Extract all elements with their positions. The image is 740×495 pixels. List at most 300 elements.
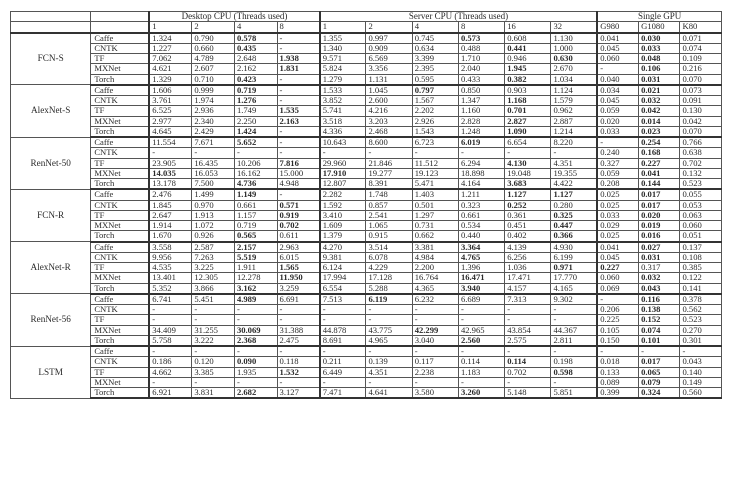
value-cell: 19.123 [412,168,458,178]
table-row [11,189,722,200]
table-row [11,294,722,305]
value-cell: 4.948 [277,179,320,190]
value-cell: - [458,305,504,315]
value-cell: - [192,148,235,158]
value-cell: 2.238 [412,367,458,377]
value-cell: - [551,346,597,357]
value-cell: 34.409 [149,325,192,335]
benchmark-table-container [10,11,722,399]
value-cell: 31.388 [277,325,320,335]
value-cell: 42.965 [458,325,504,335]
tool-name-cell: Caffe [91,33,149,44]
network-name-cell: RenNet-56 [11,294,91,346]
value-cell: - [320,148,366,158]
value-cell: - [234,346,277,357]
tool-name-cell: CNTK [91,200,149,210]
header-tool-cell [91,22,149,33]
value-cell: 9.381 [320,252,366,262]
table-row [11,210,722,220]
value-cell: 0.208 [597,179,638,190]
value-cell: 0.240 [597,148,638,158]
value-cell: 1.532 [277,367,320,377]
value-cell: 0.025 [597,189,638,200]
value-cell: 0.032 [639,96,680,106]
value-cell: - [458,148,504,158]
value-cell: - [505,346,551,357]
network-name-cell: RenNet-50 [11,137,91,189]
value-cell: 0.045 [597,96,638,106]
value-cell: 0.598 [551,367,597,377]
value-cell: 0.168 [639,148,680,158]
value-cell: 5.851 [551,388,597,399]
value-cell: 0.041 [597,242,638,253]
value-cell: 12.305 [192,273,235,283]
value-cell: 0.089 [597,377,638,387]
value-cell: 0.141 [680,283,722,294]
value-cell: 0.745 [412,33,458,44]
tool-name-cell: TF [91,315,149,325]
value-cell: 0.317 [639,263,680,273]
value-cell: 2.963 [277,242,320,253]
tool-name-cell: CNTK [91,305,149,315]
value-cell: 0.108 [680,252,722,262]
table-row [11,283,722,294]
value-cell: 0.045 [597,252,638,262]
value-cell: 1.160 [458,106,504,116]
value-cell: - [366,305,412,315]
value-cell: 0.074 [639,325,680,335]
value-cell: 0.120 [192,357,235,367]
value-cell: 1.183 [458,367,504,377]
value-cell: 8.600 [366,137,412,148]
value-cell: 1.424 [234,126,277,137]
value-cell: 0.020 [639,210,680,220]
value-cell: 0.053 [680,200,722,210]
value-cell: 0.366 [551,231,597,242]
value-cell: 7.313 [505,294,551,305]
value-cell: 11.950 [277,273,320,283]
value-cell: 44.878 [320,325,366,335]
value-cell: 0.041 [639,168,680,178]
value-cell: - [551,315,597,325]
value-cell: 4.765 [458,252,504,262]
tool-name-cell: Caffe [91,294,149,305]
value-cell: 2.647 [149,210,192,220]
value-cell: 0.638 [680,148,722,158]
value-cell: 0.144 [639,179,680,190]
value-cell: 0.137 [680,242,722,253]
tool-name-cell: TF [91,106,149,116]
tool-name-cell: Torch [91,74,149,85]
table-row [11,200,722,210]
value-cell: 0.225 [597,315,638,325]
value-cell: 3.259 [277,283,320,294]
value-cell: 31.255 [192,325,235,335]
value-cell: 0.573 [458,33,504,44]
value-cell: - [505,377,551,387]
value-cell: 3.399 [412,54,458,64]
value-cell: 4.621 [149,64,192,74]
value-cell: 1.090 [505,126,551,137]
value-cell: 0.130 [680,106,722,116]
value-cell: 3.518 [320,116,366,126]
value-cell: 0.090 [234,357,277,367]
value-cell: 4.535 [149,263,192,273]
value-cell: - [192,305,235,315]
network-name-cell: FCN-S [11,33,91,85]
value-cell: 0.946 [505,54,551,64]
value-cell: 0.252 [505,200,551,210]
value-cell: 7.062 [149,54,192,64]
value-cell: 0.069 [597,283,638,294]
header-tool-cell [91,12,149,22]
value-cell: 0.433 [458,74,504,85]
value-cell: - [412,305,458,315]
value-cell: 3.162 [234,283,277,294]
value-cell: 0.385 [680,263,722,273]
value-cell: 0.997 [366,33,412,44]
value-cell: 4.422 [551,179,597,190]
value-cell: 2.827 [505,116,551,126]
value-cell: 1.347 [458,96,504,106]
value-cell: - [458,377,504,387]
value-cell: 3.580 [412,388,458,399]
value-cell: 1.227 [149,43,192,53]
table-row [11,357,722,367]
value-cell: 1.045 [366,85,412,96]
table-row [11,242,722,253]
value-cell: 2.162 [234,64,277,74]
value-cell: 4.130 [505,158,551,168]
table-row [11,231,722,242]
benchmark-table-body [11,33,722,399]
value-cell: 2.600 [366,96,412,106]
value-cell: 4.736 [234,179,277,190]
table-row [11,64,722,74]
header-thread-cell: 2 [192,22,235,33]
value-cell: 6.294 [458,158,504,168]
value-cell: - [149,377,192,387]
value-cell: 1.911 [234,263,277,273]
value-cell: 0.117 [412,357,458,367]
value-cell: 5.288 [366,283,412,294]
value-cell: 1.124 [551,85,597,96]
value-cell: 0.060 [597,273,638,283]
tool-name-cell: MXNet [91,64,149,74]
value-cell: 4.216 [366,106,412,116]
header-thread-cell: 32 [551,22,597,33]
value-cell: 1.034 [551,74,597,85]
value-cell: 2.368 [234,335,277,346]
value-cell: 1.974 [192,96,235,106]
tool-name-cell: MXNet [91,221,149,231]
value-cell: 2.541 [366,210,412,220]
tool-name-cell: TF [91,54,149,64]
value-cell: 0.903 [505,85,551,96]
value-cell: 1.297 [412,210,458,220]
value-cell: 4.139 [505,242,551,253]
value-cell: 0.023 [639,126,680,137]
value-cell: - [277,85,320,96]
value-cell: - [320,346,366,357]
value-cell: 0.402 [505,231,551,242]
value-cell: 0.045 [597,43,638,53]
value-cell: 17.994 [320,273,366,283]
value-cell: - [458,315,504,325]
value-cell: - [597,64,638,74]
table-row [11,305,722,315]
value-cell: 0.073 [680,85,722,96]
value-cell: 4.336 [320,126,366,137]
table-row [11,367,722,377]
value-cell: 0.051 [680,231,722,242]
value-cell: 1.913 [192,210,235,220]
value-cell: 0.014 [639,116,680,126]
value-cell: 6.691 [277,294,320,305]
value-cell: 18.898 [458,168,504,178]
value-cell: 0.560 [680,388,722,399]
value-cell: 0.523 [680,315,722,325]
value-cell: 2.977 [149,116,192,126]
value-cell: 0.070 [680,74,722,85]
value-cell: - [277,346,320,357]
tool-name-cell: CNTK [91,148,149,158]
value-cell: 0.198 [551,357,597,367]
value-cell: 7.500 [192,179,235,190]
value-cell: 0.029 [597,221,638,231]
value-cell: 0.116 [639,294,680,305]
value-cell: 1.127 [505,189,551,200]
header-thread-cell: 1 [320,22,366,33]
tool-name-cell: TF [91,263,149,273]
value-cell: 3.410 [320,210,366,220]
value-cell: 2.340 [192,116,235,126]
value-cell: - [234,148,277,158]
value-cell: 4.365 [412,283,458,294]
table-row [11,335,722,346]
value-cell: 0.630 [551,54,597,64]
value-cell: - [551,148,597,158]
header-thread-cell: 1 [149,22,192,33]
table-row [11,137,722,148]
value-cell: 0.702 [505,367,551,377]
value-cell: 1.543 [412,126,458,137]
value-cell: - [505,315,551,325]
header-group-row [11,12,722,22]
value-cell: 6.449 [320,367,366,377]
value-cell: 2.670 [551,64,597,74]
header-single-gpu: Single GPU [597,12,721,22]
value-cell: 0.850 [458,85,504,96]
value-cell: 0.909 [366,43,412,53]
value-cell: 0.020 [597,116,638,126]
network-name-cell: LSTM [11,346,91,398]
value-cell: 3.381 [412,242,458,253]
table-row [11,388,722,399]
value-cell: 0.041 [597,33,638,44]
value-cell: 7.816 [277,158,320,168]
table-row [11,377,722,387]
value-cell: 13.178 [149,179,192,190]
value-cell: 8.220 [551,137,597,148]
value-cell: 5.758 [149,335,192,346]
value-cell: 17.770 [551,273,597,283]
value-cell: 0.048 [639,54,680,64]
value-cell: 3.866 [192,283,235,294]
value-cell: - [366,346,412,357]
value-cell: 0.043 [680,357,722,367]
value-cell: 1.831 [277,64,320,74]
value-cell: 1.131 [366,74,412,85]
value-cell: 0.611 [277,231,320,242]
value-cell: 0.451 [505,221,551,231]
value-cell: 0.063 [680,210,722,220]
value-cell: 4.662 [149,367,192,377]
value-cell: 0.132 [680,168,722,178]
value-cell: 3.364 [458,242,504,253]
value-cell: 1.592 [320,200,366,210]
value-cell: 0.710 [192,74,235,85]
value-cell: 0.017 [639,189,680,200]
value-cell: 1.340 [320,43,366,53]
value-cell: 0.662 [412,231,458,242]
value-cell: 1.935 [234,367,277,377]
value-cell: 0.060 [680,221,722,231]
value-cell: 0.660 [192,43,235,53]
header-gpu-cell: K80 [680,22,722,33]
value-cell: 2.202 [412,106,458,116]
value-cell: 3.040 [412,335,458,346]
value-cell: 2.682 [234,388,277,399]
value-cell: 8.391 [366,179,412,190]
value-cell: 3.385 [192,367,235,377]
value-cell: 4.164 [458,179,504,190]
value-cell: 5.352 [149,283,192,294]
value-cell: - [277,305,320,315]
value-cell: 19.355 [551,168,597,178]
value-cell: 0.211 [320,357,366,367]
value-cell: 2.811 [551,335,597,346]
value-cell: 0.962 [551,106,597,116]
value-cell: - [597,294,638,305]
network-name-cell: AlexNet-S [11,85,91,137]
tool-name-cell: Caffe [91,189,149,200]
table-row [11,54,722,64]
value-cell: 4.645 [149,126,192,137]
value-cell: 23.905 [149,158,192,168]
table-row [11,325,722,335]
value-cell: 0.140 [680,367,722,377]
value-cell: 42.299 [412,325,458,335]
value-cell: 12.807 [320,179,366,190]
value-cell: 17.471 [505,273,551,283]
value-cell: 0.040 [597,74,638,85]
value-cell: 0.857 [366,200,412,210]
value-cell: 9.302 [551,294,597,305]
value-cell: 2.476 [149,189,192,200]
network-name-cell: FCN-R [11,189,91,241]
value-cell: 2.648 [234,54,277,64]
value-cell: 0.423 [234,74,277,85]
value-cell: 1.710 [458,54,504,64]
value-cell: 44.367 [551,325,597,335]
value-cell: 3.683 [505,179,551,190]
value-cell: 1.579 [551,96,597,106]
value-cell: 13.401 [149,273,192,283]
value-cell: 1.000 [551,43,597,53]
value-cell: 6.019 [458,137,504,148]
network-name-cell: AlexNet-R [11,242,91,294]
value-cell: 10.206 [234,158,277,168]
value-cell: 3.940 [458,283,504,294]
value-cell: - [505,305,551,315]
value-cell: 0.971 [551,263,597,273]
value-cell: 16.162 [234,168,277,178]
tool-name-cell: MXNet [91,273,149,283]
value-cell: 2.887 [551,116,597,126]
value-cell: 1.609 [320,221,366,231]
tool-name-cell: CNTK [91,252,149,262]
value-cell: - [320,315,366,325]
value-cell: 1.606 [149,85,192,96]
value-cell: 0.661 [458,210,504,220]
value-cell: 3.203 [366,116,412,126]
header-corner-cell [11,22,91,33]
value-cell: 1.499 [192,189,235,200]
value-cell: 0.071 [680,33,722,44]
value-cell: 0.018 [597,357,638,367]
value-cell: 0.501 [412,200,458,210]
value-cell: 5.148 [505,388,551,399]
value-cell: 0.523 [680,179,722,190]
value-cell: 0.719 [234,85,277,96]
tool-name-cell: Caffe [91,242,149,253]
value-cell: 6.723 [412,137,458,148]
value-cell: 0.149 [680,377,722,387]
value-cell: 0.109 [680,54,722,64]
tool-name-cell: Caffe [91,346,149,357]
value-cell: 3.225 [192,263,235,273]
table-row [11,221,722,231]
value-cell: 0.139 [366,357,412,367]
value-cell: 0.216 [680,64,722,74]
value-cell: 0.025 [597,231,638,242]
value-cell: 1.168 [505,96,551,106]
value-cell: - [277,148,320,158]
table-row [11,116,722,126]
value-cell: 6.741 [149,294,192,305]
value-cell: 0.280 [551,200,597,210]
value-cell: 11.512 [412,158,458,168]
value-cell: - [149,346,192,357]
value-cell: 3.558 [149,242,192,253]
value-cell: 0.152 [639,315,680,325]
value-cell: 2.468 [366,126,412,137]
value-cell: 0.114 [458,357,504,367]
value-cell: 0.186 [149,357,192,367]
value-cell: 0.025 [597,200,638,210]
value-cell: - [320,377,366,387]
value-cell: 19.277 [366,168,412,178]
value-cell: 12.278 [234,273,277,283]
header-desktop-cpu: Desktop CPU (Threads used) [149,12,319,22]
value-cell: 3.222 [192,335,235,346]
value-cell: 14.035 [149,168,192,178]
value-cell: 0.060 [597,54,638,64]
value-cell: 1.403 [412,189,458,200]
tool-name-cell: Torch [91,335,149,346]
value-cell: - [277,74,320,85]
